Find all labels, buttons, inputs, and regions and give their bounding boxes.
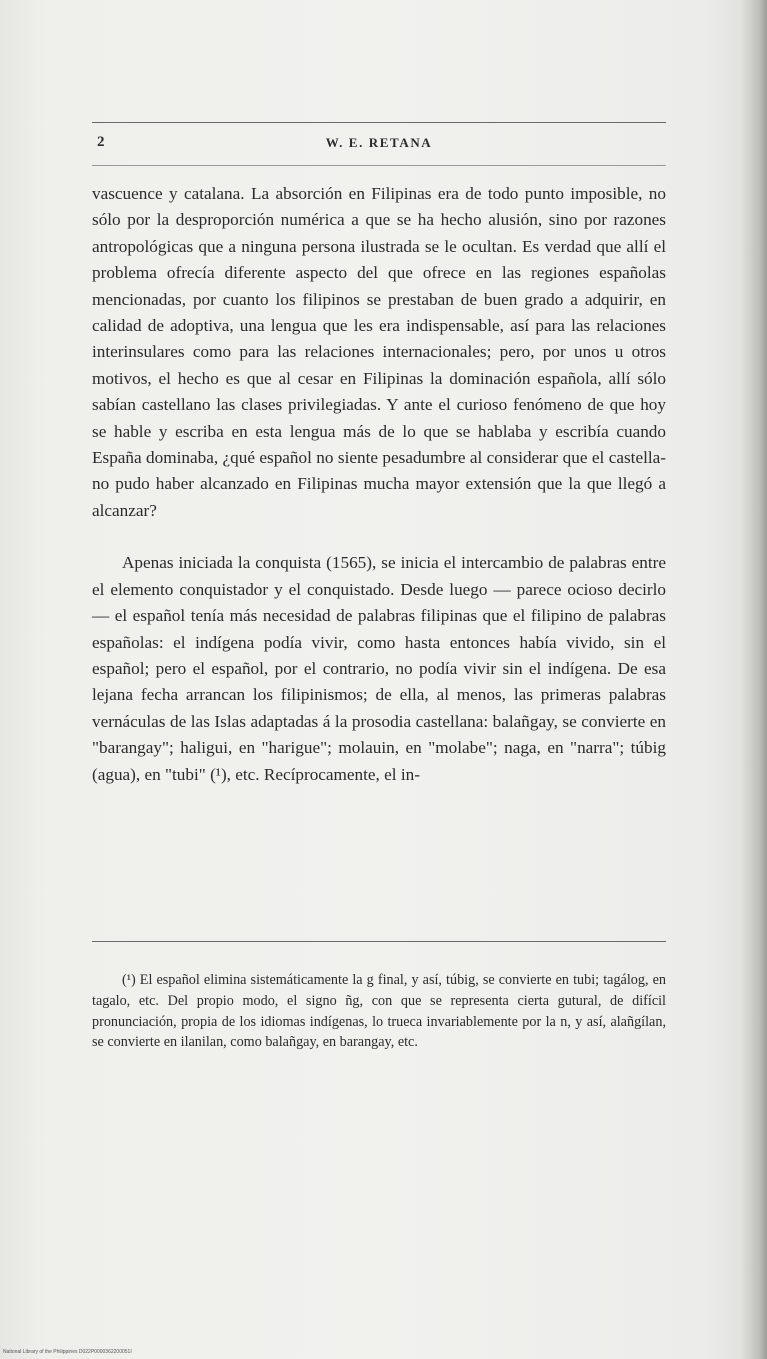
footnote-text: (¹) El español elimina sistemáticamente la g final, y así, túbig, se convierte en tubi; tagálog, en tagalo, etc. Del propio modo, el signo ñg, con que se representa cierta gutural, de difícil pronunciación, propia de los idiomas indígenas, lo trueca invariablemente por la n, y así, alañgílan, se convierte en ilanilan, como balañgay, en barangay, etc. — [92, 972, 666, 1051]
page-edge-shadow — [741, 0, 767, 1359]
paragraph-2: Apenas iniciada la conquista (1565), se inicia el intercambio de palabras entre el elemento conquistador y el conquistado. Desde luego — parece ocioso decirlo — el español tenía más necesidad de palabras filipinas que el filipino de palabras españolas: el indígena podía vivir, como hasta entonces había vivido, sin el español; pero el español, por el contrario, no podía vivir sin el indígena. De esa lejana fecha arrancan los filipinismos; de ella, al menos, las primeras palabras vernáculas de las Islas adaptadas á la prosodia castellana: balañgay, se convierte en "barangay"; haligui, en "harigue"; molauin, en "molabe"; naga, en "narra"; túbig (agua), en "tubi" (¹), etc. Recíprocamente, el in- — [92, 553, 666, 784]
paragraph-1: vascuence y catalana. La absorción en Filipinas era de todo punto imposible, no sólo por la desproporción numérica a que se ha hecho alusión, sino por razones antropológicas que a ninguna persona ilustrada se le ocultan. Es verdad que allí el problema ofrecía diferente aspecto del que ofrece en las regiones españolas mencionadas, por cuanto los filipinos se prestaban de buen grado a adquirir, en calidad de adoptiva, una lengua que les era indispensable, así para las relaciones interinsulares como para las relaciones internacionales; pero, por unos u otros motivos, el hecho es que al cesar en Filipinas la dominación española, allí sólo sabían castellano las clases privilegiadas. Y ante el curioso fenómeno de que hoy se hable y escriba en esta lengua más de lo que se hablaba y escribía cuando España dominaba, ¿qué español no siente pesadumbre al considerar que el castellano pudo haber alcanzado en Filipinas mucha mayor extensión que la que llegó a alcanzar? — [92, 184, 666, 520]
running-head: W. E. RETANA — [325, 135, 433, 150]
footnote-rule — [92, 941, 666, 942]
page-number: 2 — [97, 134, 105, 150]
footnote — [92, 970, 666, 1053]
body-text — [92, 181, 666, 788]
library-imprint: National Library of the Philippines D022P0000362200051I — [3, 1349, 132, 1355]
header-bottom-rule — [92, 165, 666, 166]
header-top-rule — [92, 122, 666, 123]
